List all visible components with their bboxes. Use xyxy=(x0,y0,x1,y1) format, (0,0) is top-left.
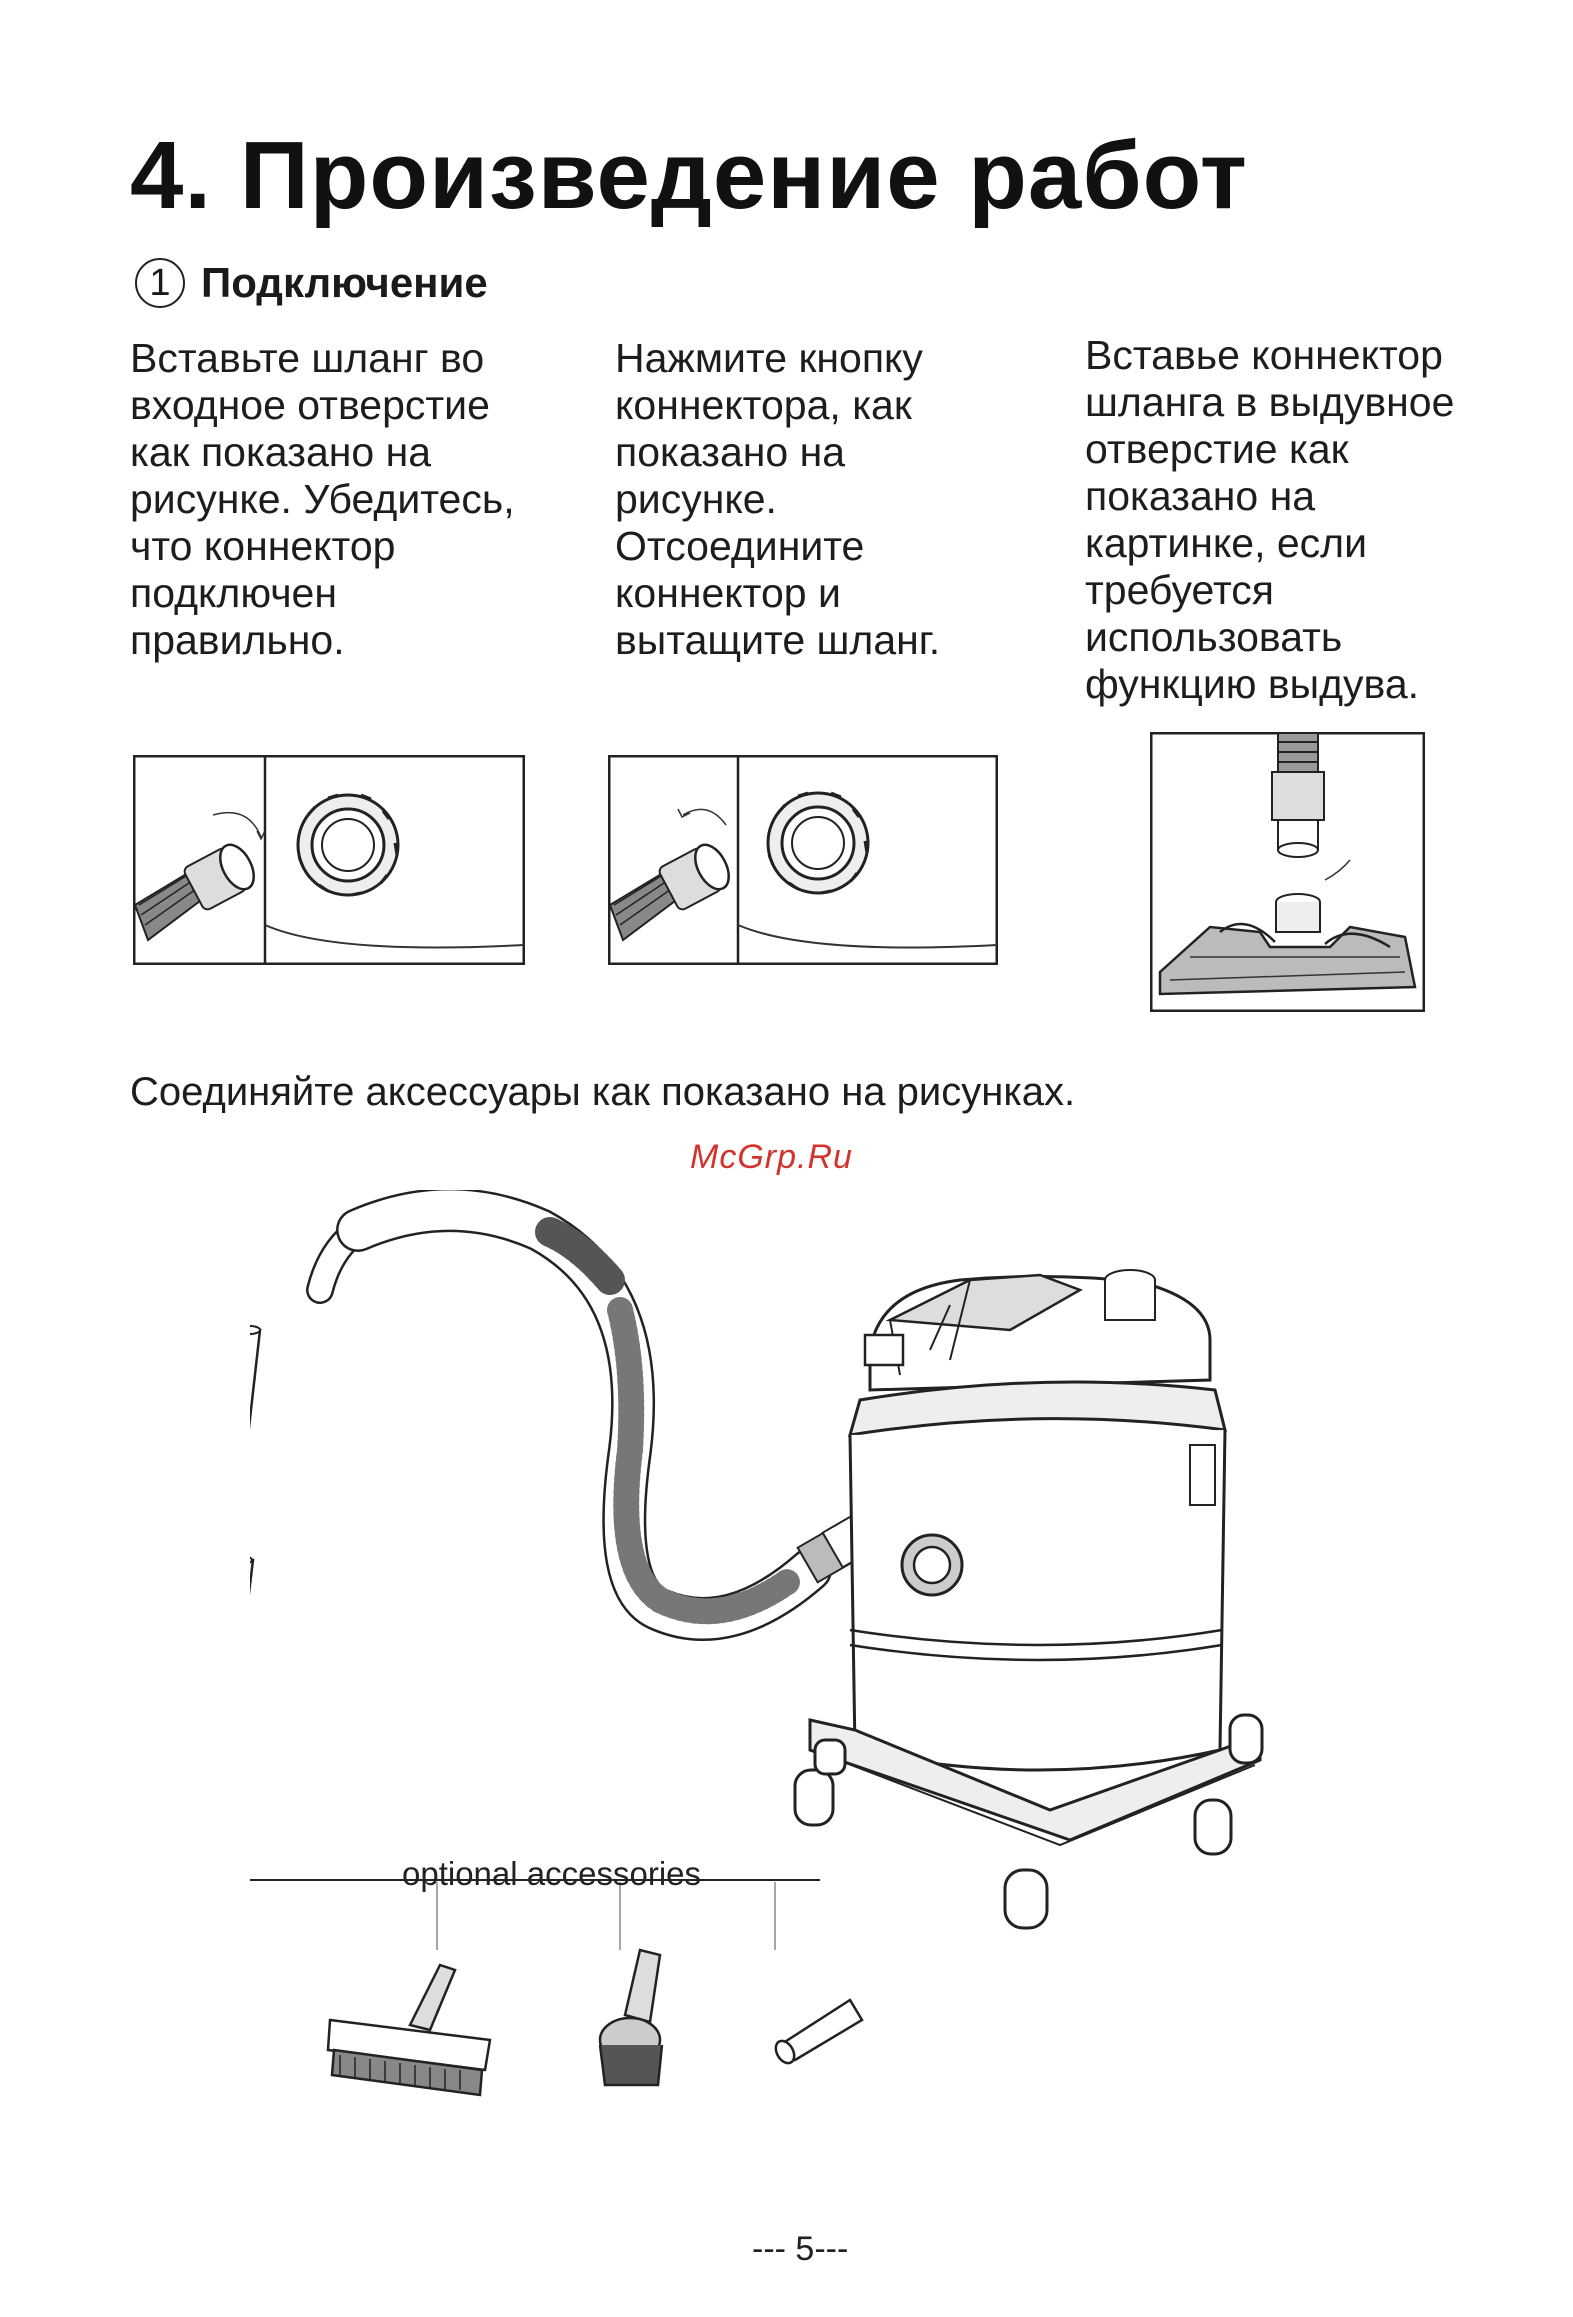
dust-brush-icon xyxy=(600,1950,662,2085)
step-1-text: Вставьте шланг во входное отверстие как показано на рисунке. Убедитесь, что коннектор подключен правильно. xyxy=(130,335,515,663)
vacuum-assembly-diagram xyxy=(250,1190,1290,2150)
hose-icon xyxy=(320,1210,810,1619)
step-2-figure xyxy=(608,755,998,965)
vacuum-cleaner-icon xyxy=(810,1270,1260,1845)
section-heading xyxy=(135,258,488,308)
section-title: Подключение xyxy=(201,259,488,306)
watermark: McGrp.Ru xyxy=(690,1138,853,1176)
page-number: --- 5--- xyxy=(752,2230,849,2268)
page-title: 4. Произведение работ xyxy=(130,122,1248,229)
step-1-figure xyxy=(133,755,525,965)
extension-tube-icon xyxy=(250,1326,260,1750)
step-2-text: Нажмите кнопку коннектора, как показано на рисунке. Отсоедините коннектор и вытащите шланг. xyxy=(615,335,941,663)
inlet-port-icon xyxy=(902,1535,962,1595)
floor-brush-icon xyxy=(328,1965,490,2095)
step-3-text: Вставье коннектор шланга в выдувное отверстие как показано на картинке, если требуется использовать функцию выдува. xyxy=(1085,332,1455,707)
assembly-instruction: Соединяйте аксессуары как показано на рисунках. xyxy=(130,1070,1076,1114)
section-number-circle: 1 xyxy=(135,258,185,308)
hose-connector-icon xyxy=(1272,734,1324,857)
optional-accessories-label: optional accessories xyxy=(402,1855,701,1892)
inlet-port-icon xyxy=(298,795,398,895)
step-3-figure xyxy=(1150,732,1425,1012)
inlet-port-icon xyxy=(768,793,868,893)
crevice-tool-icon xyxy=(772,2000,862,2066)
